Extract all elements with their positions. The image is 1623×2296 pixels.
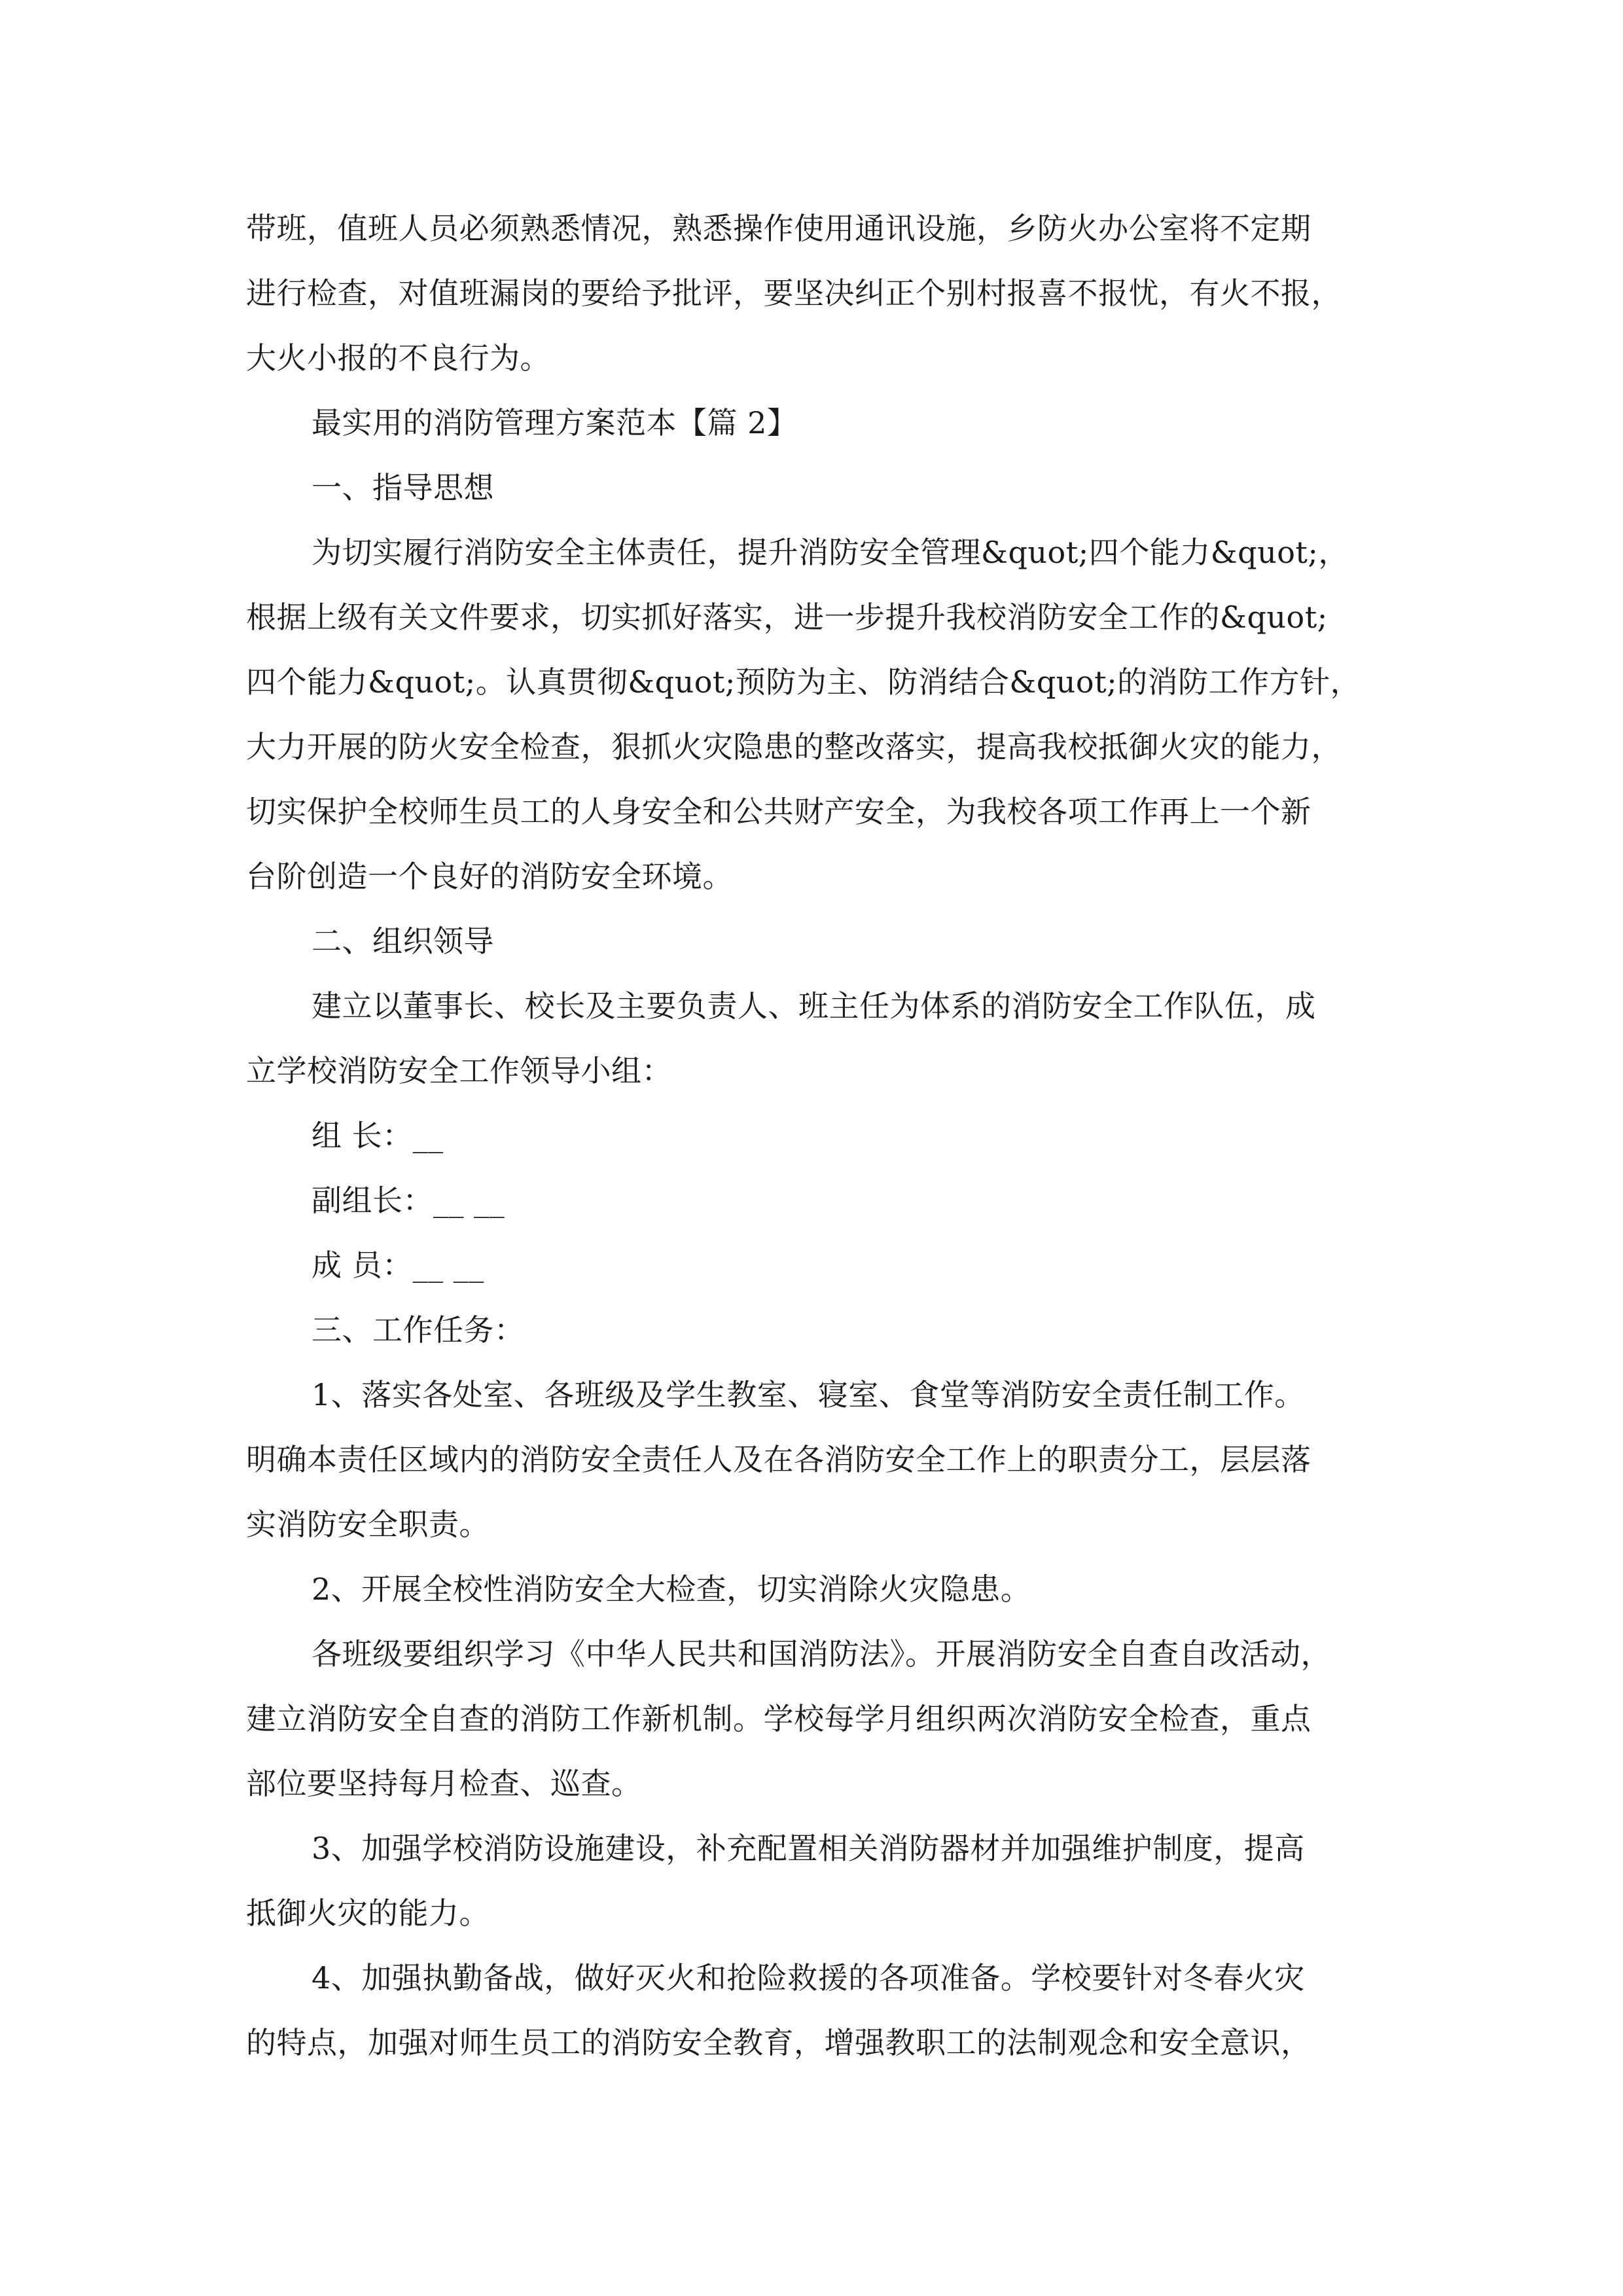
paragraph-guiding-thought <box>246 520 1411 909</box>
text-line: 各班级要组织学习《中华人民共和国消防法》。开展消防安全自查自改活动， <box>312 1636 1331 1672</box>
section-title <box>246 391 1411 456</box>
text-line: 的特点，加强对师生员工的消防安全教育，增强教职工的法制观念和安全意识， <box>246 2025 1311 2060</box>
text-line: 抵御火灾的能力。 <box>246 1895 490 1931</box>
text-line: 建立消防安全自查的消防工作新机制。学校每学月组织两次消防安全检查，重点 <box>246 1701 1311 1736</box>
heading-organization <box>246 909 1411 974</box>
text-line: 四个能力&quot;。认真贯彻&quot;预防为主、防消结合&quot;的消防工作方针， <box>246 664 1361 700</box>
text-line: 进行检查，对值班漏岗的要给予批评，要坚决纠正个别村报喜不报忧，有火不报， <box>246 276 1342 311</box>
text-line: 立学校消防安全工作领导小组： <box>246 1053 672 1088</box>
section-title-text: 最实用的消防管理方案范本【篇 2】 <box>312 405 798 440</box>
text-line: 实消防安全职责。 <box>246 1507 490 1542</box>
heading-tasks <box>246 1298 1411 1363</box>
text-line: 2、开展全校性消防安全大检查，切实消除火灾隐患。 <box>312 1571 1031 1607</box>
text-line: 成 员：__ __ <box>312 1247 484 1283</box>
heading-text: 三、工作任务： <box>312 1312 525 1348</box>
text-line: 部位要坚持每月检查、巡查。 <box>246 1766 642 1801</box>
text-line: 大火小报的不良行为。 <box>246 340 550 376</box>
paragraph-organization <box>246 974 1411 1103</box>
paragraph-task-1 <box>246 1363 1411 1557</box>
paragraph-task-2-detail <box>246 1622 1411 1816</box>
heading-guiding-thought <box>246 456 1411 520</box>
document-body <box>246 196 1411 2075</box>
text-line: 组 长：__ <box>312 1118 444 1153</box>
paragraph-task-3 <box>246 1816 1411 1946</box>
text-line: 建立以董事长、校长及主要负责人、班主任为体系的消防安全工作队伍，成 <box>312 988 1316 1024</box>
text-line: 明确本责任区域内的消防安全责任人及在各消防安全工作上的职责分工，层层落 <box>246 1442 1311 1477</box>
text-line: 4、加强执勤备战，做好灭火和抢险救援的各项准备。学校要针对冬春火灾 <box>312 1960 1305 1996</box>
text-line: 1、落实各处室、各班级及学生教室、寝室、食堂等消防安全责任制工作。 <box>312 1377 1305 1412</box>
text-line: 副组长：__ __ <box>312 1183 505 1218</box>
text-line: 大力开展的防火安全检查，狠抓火灾隐患的整改落实，提高我校抵御火灾的能力， <box>246 729 1342 764</box>
text-line: 带班，值班人员必须熟悉情况，熟悉操作使用通讯设施，乡防火办公室将不定期 <box>246 211 1311 246</box>
paragraph-task-4 <box>246 1946 1411 2075</box>
deputy-leader-line <box>246 1168 1411 1233</box>
members-line <box>246 1233 1411 1298</box>
text-line: 根据上级有关文件要求，切实抓好落实，进一步提升我校消防安全工作的&quot; <box>246 600 1328 635</box>
leader-line <box>246 1103 1411 1168</box>
text-line: 切实保护全校师生员工的人身安全和公共财产安全，为我校各项工作再上一个新 <box>246 794 1311 829</box>
paragraph-duty-inspection <box>246 196 1411 391</box>
text-line: 为切实履行消防安全主体责任，提升消防安全管理&quot;四个能力&quot;， <box>312 535 1349 570</box>
heading-text: 一、指导思想 <box>312 470 494 505</box>
paragraph-task-2 <box>246 1557 1411 1622</box>
heading-text: 二、组织领导 <box>312 924 494 959</box>
text-line: 台阶创造一个良好的消防安全环境。 <box>246 859 733 894</box>
text-line: 3、加强学校消防设施建设，补充配置相关消防器材并加强维护制度，提高 <box>312 1831 1305 1866</box>
